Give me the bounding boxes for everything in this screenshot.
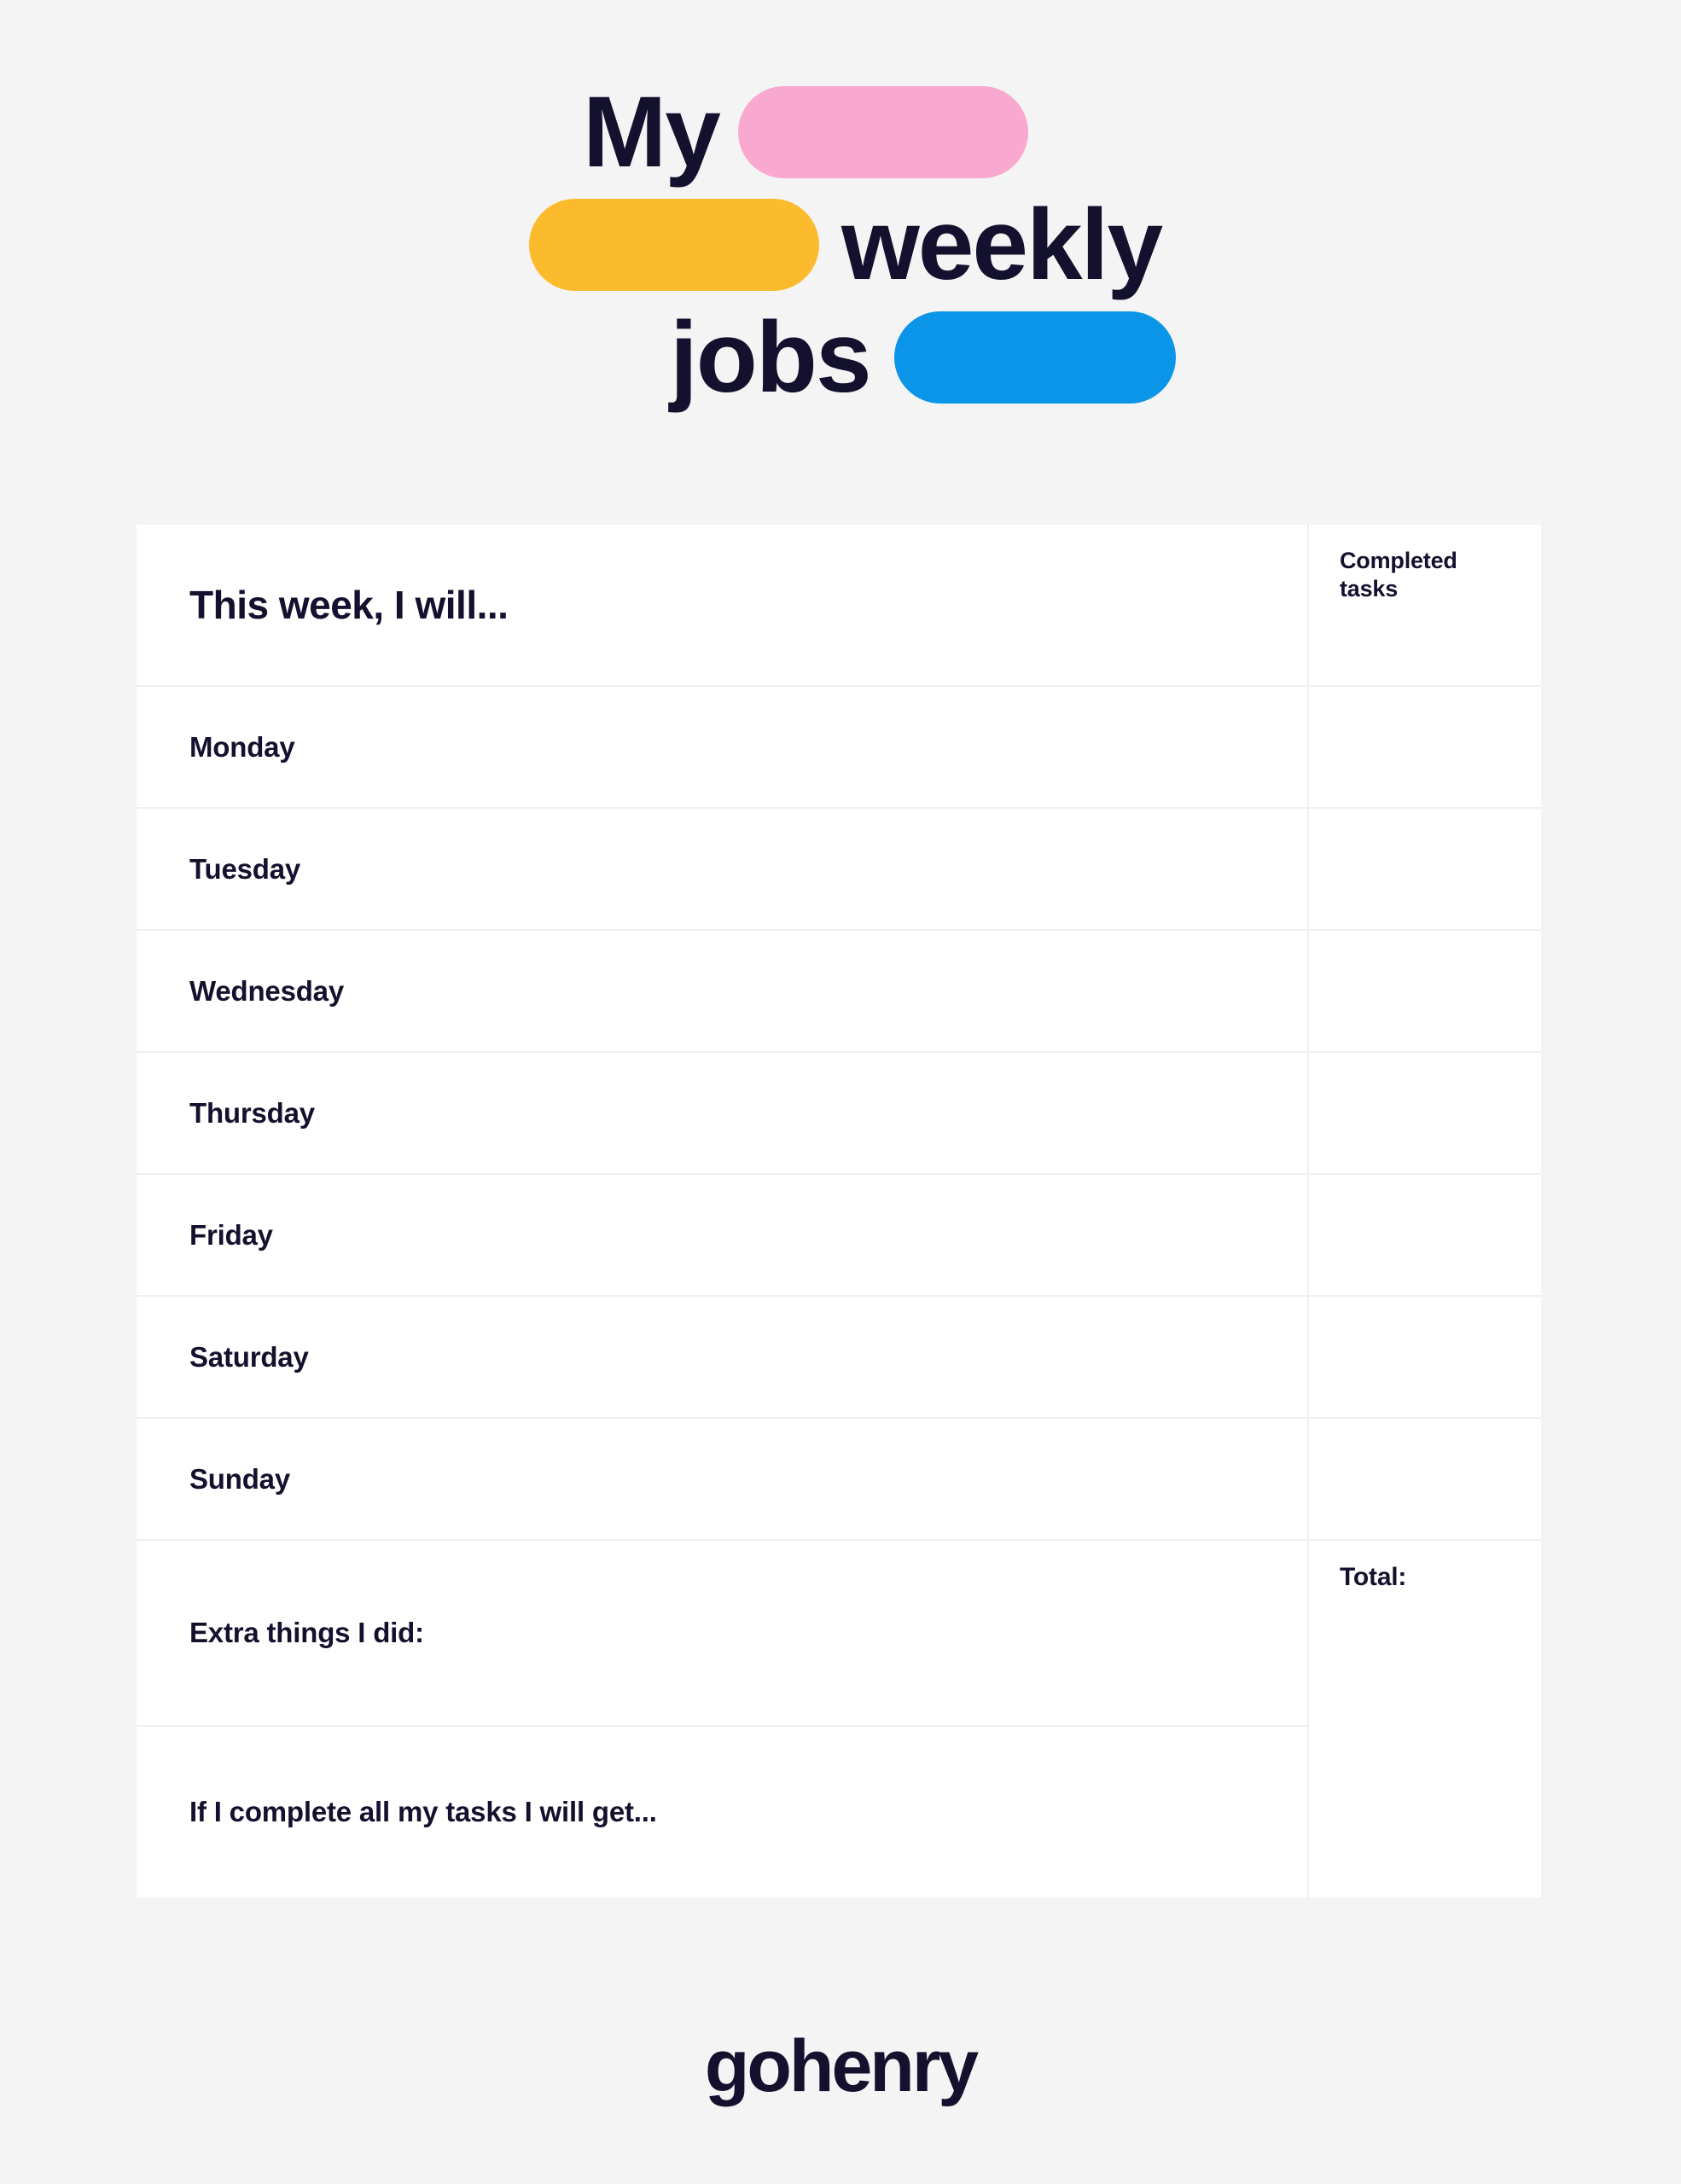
title-word-jobs: jobs	[670, 301, 870, 414]
header-cell-completed	[1309, 525, 1541, 685]
title-line-3	[670, 301, 1176, 414]
weekly-jobs-table	[137, 525, 1541, 1897]
table-row	[137, 809, 1541, 931]
day-label: Friday	[189, 1218, 273, 1251]
day-cell-tuesday[interactable]	[137, 809, 1309, 929]
title-word-weekly: weekly	[841, 189, 1162, 301]
completed-cell-monday[interactable]	[1309, 687, 1541, 807]
table-row	[137, 1297, 1541, 1419]
header-completed-text: Completed tasks	[1340, 548, 1457, 601]
day-label: Sunday	[189, 1462, 290, 1495]
table-row	[137, 1727, 1307, 1897]
table-header-row	[137, 525, 1541, 687]
header-cell-tasks	[137, 525, 1309, 685]
footer	[0, 2025, 1681, 2107]
title-line-1	[583, 76, 1028, 189]
yellow-pill-shape	[529, 199, 819, 291]
day-cell-wednesday[interactable]	[137, 931, 1309, 1051]
completed-cell-tuesday[interactable]	[1309, 809, 1541, 929]
title-word-my: My	[583, 76, 719, 189]
day-cell-monday[interactable]	[137, 687, 1309, 807]
completed-cell-saturday[interactable]	[1309, 1297, 1541, 1417]
completed-cell-wednesday[interactable]	[1309, 931, 1541, 1051]
completed-cell-thursday[interactable]	[1309, 1053, 1541, 1173]
day-label: Monday	[189, 730, 295, 763]
completed-cell-friday[interactable]	[1309, 1175, 1541, 1295]
total-label: Total:	[1340, 1563, 1407, 1591]
day-cell-saturday[interactable]	[137, 1297, 1309, 1417]
day-cell-friday[interactable]	[137, 1175, 1309, 1295]
page-title	[0, 60, 1681, 427]
table-row	[137, 931, 1541, 1053]
header-title-text: This week, I will...	[189, 583, 509, 627]
blue-pill-shape	[894, 311, 1176, 404]
table-row	[137, 1175, 1541, 1297]
extra-things-label: Extra things I did:	[189, 1617, 424, 1648]
day-label: Saturday	[189, 1340, 309, 1373]
day-label: Tuesday	[189, 852, 301, 885]
table-bottom-section	[137, 1541, 1541, 1897]
day-cell-sunday[interactable]	[137, 1419, 1309, 1539]
bottom-left-column	[137, 1541, 1309, 1897]
table-row	[137, 1053, 1541, 1175]
table-row	[137, 1419, 1541, 1541]
reward-cell[interactable]	[137, 1727, 1307, 1897]
table-row	[137, 1541, 1307, 1727]
table-row	[137, 687, 1541, 809]
gohenry-logo: gohenry	[704, 2025, 977, 2107]
extra-things-cell[interactable]	[137, 1541, 1307, 1725]
total-cell[interactable]	[1309, 1541, 1541, 1897]
reward-label: If I complete all my tasks I will get...	[189, 1796, 657, 1827]
completed-cell-sunday[interactable]	[1309, 1419, 1541, 1539]
day-cell-thursday[interactable]	[137, 1053, 1309, 1173]
day-label: Wednesday	[189, 974, 344, 1007]
day-label: Thursday	[189, 1096, 315, 1129]
pink-pill-shape	[738, 86, 1028, 178]
title-line-2	[529, 189, 1162, 301]
